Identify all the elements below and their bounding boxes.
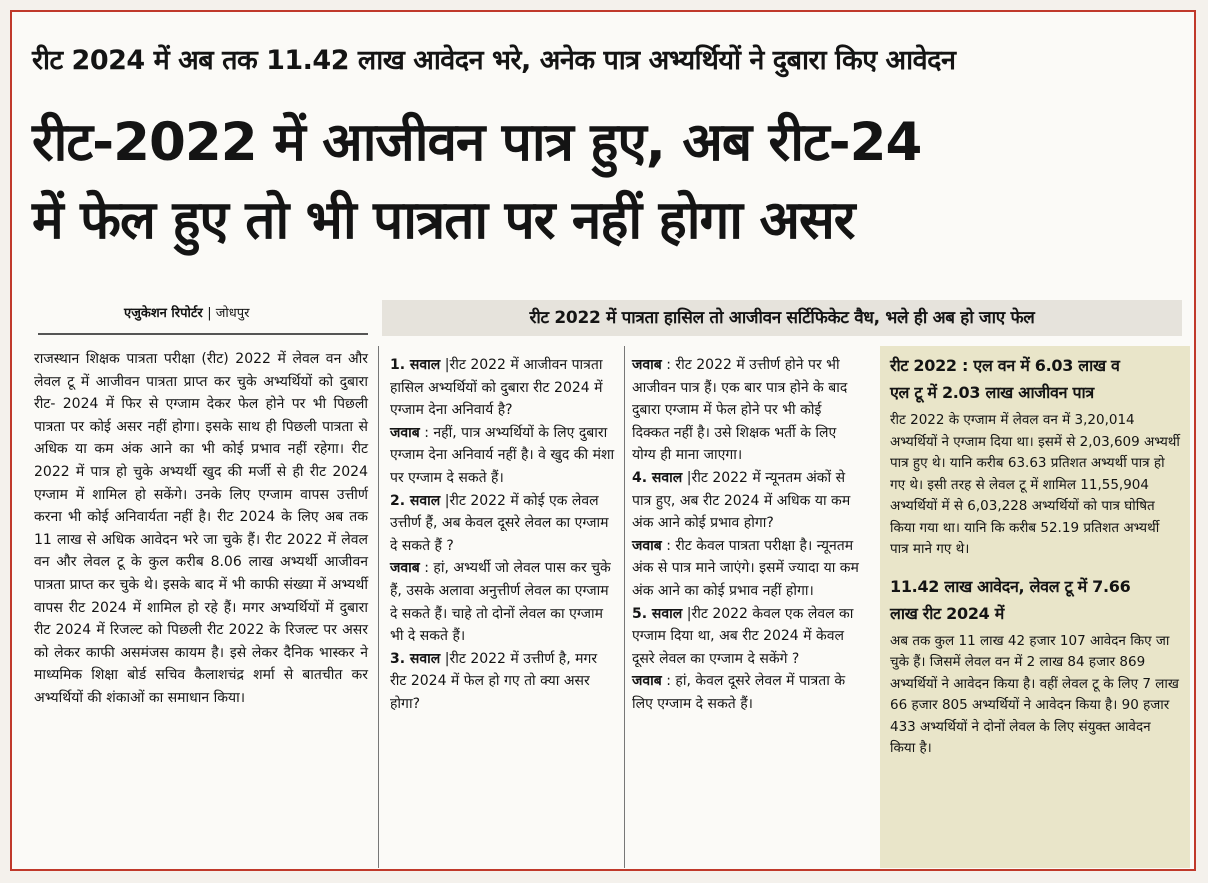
qa-item [390, 354, 616, 422]
sidebar-heading-2-line-2: लाख रीट 2024 में [890, 603, 1005, 623]
answer-text: : हां, अभ्यर्थी जो लेवल पास कर चुके हैं, उसके अलावा अनुत्तीर्ण लेवल का एग्जाम दे सकते हैं। चाहे तो दोनों लेवल का एग्जाम भी दे सकते हैं। [390, 560, 611, 645]
question-label: 1. सवाल [390, 357, 441, 373]
kicker-headline: रीट 2024 में अब तक 11.42 लाख आवेदन भरे, अनेक पात्र अभ्यर्थियों ने दुबारा किए आवेदन [32, 45, 956, 76]
qa-item [390, 648, 616, 716]
answer-text: : रीट 2022 में उत्तीर्ण होने पर भी आजीवन पात्र हैं। एक बार पात्र होने के बाद दुबारा एग्जाम में फेल होने पर भी कोई दिक्कत नहीं है। उसे शिक्षक भर्ती के लिए योग्य ही माना जाएगा। [632, 357, 848, 464]
qa-item [390, 422, 616, 490]
answer-text: : नहीं, पात्र अभ्यर्थियों के लिए दुबारा एग्जाम देना अनिवार्य नहीं है। वे खुद की मंशा पर एग्जाम दे सकते हैं। [390, 424, 615, 486]
question-text: |रीट 2022 केवल एक लेवल का एग्जाम दिया था, अब रीट 2024 में केवल दूसरे लेवल का एग्जाम दे सकेंगे ? [632, 605, 854, 667]
question-label: 2. सवाल [390, 492, 441, 509]
qa-item [632, 354, 862, 467]
question-label: 5. सवाल [632, 605, 683, 622]
sidebar-heading-1-line-1: रीट 2022 : एल वन में 6.03 लाख व [890, 356, 1120, 375]
news-clipping [10, 10, 1196, 871]
answer-text: : हां, केवल दूसरे लेवल में पात्रता के लिए एग्जाम दे सकते हैं। [632, 673, 846, 712]
question-text: |रीट 2022 में आजीवन पात्रता हासिल अभ्यर्थियों को दुबारा रीट 2024 में एग्जाम देना अनिवार्य है? [390, 357, 603, 419]
sidebar-heading-1-line-2: एल टू में 2.03 लाख आजीवन पात्र [890, 383, 1094, 402]
qa-item [632, 467, 862, 535]
body-column-1: राजस्थान शिक्षक पात्रता परीक्षा (रीट) 2022 में लेवल वन और लेवल टू में आजीवन पात्रता प्राप्त कर चुके अभ्यर्थियों को दुबारा रीट- 2024 में फिर से एग्जाम देकर फेल होने पर भी पिछली पात्रता पर कोई असर नहीं होगा। इसके साथ ही पिछली पात्रता से अधिक या कम अंक आने का भी कोई प्रभाव नहीं रहेगा। रीट 2022 में पात्र हो चुके अभ्यर्थी खुद की मर्जी से ही रीट 2024 एग्जाम में शामिल हो सकेंगे। उनके लिए एग्जाम वापस उत्तीर्ण करना भी कोई अनिवार्यता नहीं है। रीट 2024 के लिए अब तक 11 लाख से अधिक आवेदन भरे जा चुके हैं। रीट 2022 में लेवल वन और लेवल टू के कुल करीब 8.06 लाख अभ्यर्थी आजीवन पात्रता प्राप्त कर चुके थे। इसके बाद में भी काफी संख्या में अभ्यर्थी वापस रीट 2024 में शामिल हो रहे हैं। मगर अभ्यर्थियों में दुबारा रीट 2024 में रिजल्ट को पिछली रीट 2022 के रिजल्ट पर असर को लेकर काफी असमंजस कायम है। इसे लेकर दैनिक भास्कर ने माध्यमिक शिक्षा बोर्ड सचिव कैलाशचंद्र शर्मा से बातचीत कर अभ्यर्थियों की शंकाओं का समाधान किया। [34, 351, 368, 706]
sidebar-text-2: अब तक कुल 11 लाख 42 हजार 107 आवेदन किए जा चुके हैं। जिसमें लेवल वन में 2 लाख 84 हजार 869 अभ्यर्थियों ने आवेदन किया है। वहीं लेवल टू के लिए 7 लाख 66 हजार 805 अभ्यर्थियों ने आवेदन किया है। 90 हजार 433 अभ्यर्थियों ने दोनों लेवल के लिए संयुक्त आवेदन किया है। [890, 632, 1179, 756]
byline-divider [38, 333, 368, 335]
question-label: 3. सवाल [390, 650, 441, 667]
column-divider [378, 346, 379, 868]
headline-line-1: रीट-2022 में आजीवन पात्र हुए, अब रीट-24 [32, 112, 922, 173]
byline [124, 303, 249, 321]
question-label: 4. सवाल [632, 469, 683, 486]
headline-line-2: में फेल हुए तो भी पात्रता पर नहीं होगा असर [32, 190, 855, 251]
main-headline [32, 104, 1192, 260]
sidebar-text-1: रीट 2022 के एग्जाम में लेवल वन में 3,20,014 अभ्यर्थियों ने एग्जाम दिया था। इसमें से 2,03,609 अभ्यर्थी पात्र हुए थे। यानि करीब 63.63 प्रतिशत अभ्यर्थी पात्र हो गए थे। इसी तरह से लेवल टू में शामिल 11,55,904 अभ्यर्थियों में से 6,03,228 अभ्यर्थियों को पात्र घोषित किया गया था। यानि कि करीब 52.19 प्रतिशत अभ्यर्थी पात्र माने गए थे। [890, 412, 1180, 557]
question-text: |रीट 2022 में न्यूनतम अंकों से पात्र हुए, अब रीट 2024 में अधिक या कम अंक आने कोई प्रभाव होगा? [632, 469, 851, 532]
answer-label: जवाब [632, 357, 662, 373]
qa-item [632, 603, 862, 671]
column-divider [624, 346, 625, 868]
answer-label: जवाब [390, 424, 420, 441]
qa-item [390, 490, 616, 558]
qa-item [632, 670, 862, 715]
answer-label: जवाब [390, 560, 420, 577]
sidebar-box [880, 346, 1190, 868]
sidebar-gap [880, 561, 1190, 567]
qa-item [390, 557, 616, 647]
qa-column-2 [632, 354, 862, 716]
qa-column-1 [390, 354, 616, 716]
byline-location: | जोधपुर [207, 306, 250, 321]
strap-headline: रीट 2022 में पात्रता हासिल तो आजीवन सर्टिफिकेट वैध, भले ही अब हो जाए फेल [382, 300, 1182, 336]
answer-label: जवाब [632, 537, 662, 554]
question-text: |रीट 2022 में कोई एक लेवल उत्तीर्ण हैं, अब केवल दूसरे लेवल का एग्जाम दे सकते हैं ? [390, 492, 609, 554]
answer-label: जवाब [632, 673, 662, 690]
byline-reporter: एजुकेशन रिपोर्टर [124, 306, 203, 321]
sidebar-heading-1 [880, 352, 1190, 406]
sidebar-heading-2 [880, 573, 1190, 627]
answer-text: : रीट केवल पात्रता परीक्षा है। न्यूनतम अंक से पात्र माने जाएंगे। इसमें ज्यादा या कम अंक आने का कोई प्रभाव नहीं होगा। [632, 537, 859, 599]
question-text: |रीट 2022 में उत्तीर्ण है, मगर रीट 2024 में फेल हो गए तो क्या असर होगा? [390, 650, 598, 712]
qa-item [632, 535, 862, 603]
sidebar-heading-2-line-1: 11.42 लाख आवेदन, लेवल टू में 7.66 [890, 576, 1131, 596]
